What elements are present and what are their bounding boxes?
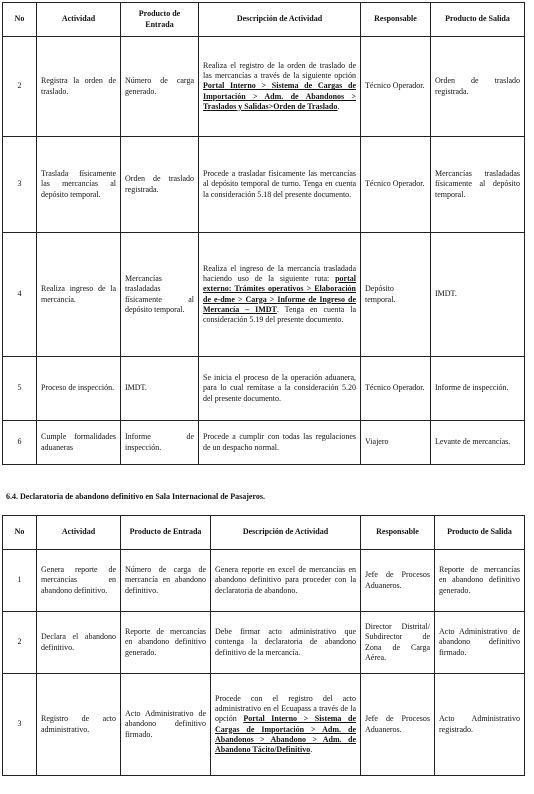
cell-descripcion (199, 233, 361, 357)
cell-actividad: Genera reporte de mercancías en abandono definitivo. (37, 550, 121, 612)
table-header-row (3, 3, 525, 37)
cell-salida: IMDT. (431, 233, 525, 357)
cell-entrada: IMDT. (121, 357, 199, 421)
desc-menu-path: Portal Interno > Sistema de Cargas de Importación > Adm. de Abandonos > Traslados y Salidas>Orden de Traslado (203, 81, 356, 111)
cell-no: 4 (3, 233, 37, 357)
cell-no: 3 (3, 137, 37, 233)
table-row (3, 674, 525, 776)
cell-no: 3 (3, 674, 37, 776)
header-actividad: Actividad (37, 516, 121, 550)
cell-entrada: Mercancías trasladadas físicamente al depósito temporal. (121, 233, 199, 357)
cell-responsable: Viajero (361, 421, 431, 465)
activities-table-2 (2, 515, 525, 776)
header-descripcion: Descripción de Actividad (199, 3, 361, 37)
header-producto-salida: Producto de Salida (435, 516, 525, 550)
cell-actividad: Cumple formalidades aduaneras (37, 421, 121, 465)
cell-entrada: Acto Administrativo de abandono definitivo firmado. (121, 674, 211, 776)
cell-entrada: Orden de traslado registrada. (121, 137, 199, 233)
cell-descripcion (211, 550, 361, 612)
desc-text: Realiza el ingreso de la mercancía trasladada haciendo uso de la siguiente ruta: (203, 263, 356, 284)
cell-responsable: Director Distrital/ Subdirector de Zona de Carga Aérea. (361, 612, 435, 674)
cell-salida: Orden de traslado registrada. (431, 37, 525, 137)
table-row (3, 137, 525, 233)
cell-descripcion (199, 37, 361, 137)
cell-no: 2 (3, 37, 37, 137)
desc-text-end: . (310, 744, 313, 754)
header-actividad: Actividad (37, 3, 121, 37)
table-row (3, 357, 525, 421)
header-responsable: Responsable (361, 516, 435, 550)
cell-salida: Reporte de mercancías en abandono definitivo generado. (435, 550, 525, 612)
desc-text-end: . Tenga en cuenta la consideración 5.19 del presente documento. (203, 304, 357, 324)
cell-salida: Informe de inspección. (431, 357, 525, 421)
header-producto-entrada: Producto de Entrada (121, 516, 211, 550)
table-header-row (3, 516, 525, 550)
cell-actividad: Registro de acto administrativo. (37, 674, 121, 776)
desc-text: Procede a trasladar físicamente las mercancías al depósito temporal de turno. Tenga en cuenta la consideración 5.18 del presente documento. (203, 169, 356, 199)
cell-no: 5 (3, 357, 37, 421)
desc-text-end: . (337, 101, 340, 111)
desc-text: Debe firmar acto administrativo que contenga la declaratoria de abandono definitivo de la mercancía. (215, 627, 356, 657)
cell-no: 6 (3, 421, 37, 465)
header-descripcion: Descripción de Actividad (211, 516, 361, 550)
section-heading: 6.4. Declaratoria de abandono definitivo en Sala Internacional de Pasajeros. (6, 492, 265, 501)
cell-actividad: Proceso de inspección. (37, 357, 121, 421)
cell-entrada: Reporte de mercancías en abandono definitivo generado. (121, 612, 211, 674)
cell-descripcion (199, 357, 361, 421)
table-row (3, 612, 525, 674)
desc-text: Procede con el registro del acto administrativo en el Ecuapass a través de la opción (215, 693, 356, 724)
cell-no: 2 (3, 612, 37, 674)
cell-responsable: Técnico Operador. (361, 357, 431, 421)
cell-salida: Levante de mercancías. (431, 421, 525, 465)
table-row (3, 233, 525, 357)
desc-menu-path: portal externo: Trámites operativos > Elaboración de e-dme > Carga > Informe de Ingreso de Mercancía – IMDT (203, 274, 356, 314)
cell-salida: Acto Administrativo registrado. (435, 674, 525, 776)
cell-responsable: Jefe de Procesos Aduaneros. (361, 674, 435, 776)
table-row (3, 37, 525, 137)
desc-menu-path: Portal Interno > Sistema de Cargas de Importación > Adm. de Abandonos > Abandono > Adm. de Abandono Tácito/Definitivo (215, 714, 356, 754)
cell-responsable: Depósito temporal. (361, 233, 431, 357)
cell-descripcion (211, 674, 361, 776)
cell-salida: Acto Administrativo de abandono definitivo firmado. (435, 612, 525, 674)
cell-actividad: Declara el abandono definitivo. (37, 612, 121, 674)
desc-text: Genera reporte en excel de mercancías en abandono definitivo para proceder con la declaratoria de abandono. (215, 565, 356, 595)
cell-descripcion (199, 421, 361, 465)
cell-responsable: Jefe de Procesos Aduaneros. (361, 550, 435, 612)
cell-actividad: Realiza ingreso de la mercancía. (37, 233, 121, 357)
cell-actividad: Registra la orden de traslado. (37, 37, 121, 137)
cell-entrada: Número de carga de mercancía en abandono definitivo. (121, 550, 211, 612)
header-producto-entrada: Producto de Entrada (121, 3, 199, 37)
header-no: No (3, 3, 37, 37)
cell-entrada: Informe de inspección. (121, 421, 199, 465)
cell-no: 1 (3, 550, 37, 612)
cell-descripcion (211, 612, 361, 674)
cell-actividad: Traslada físicamente las mercancías al depósito temporal. (37, 137, 121, 233)
desc-text: Se inicia el proceso de la operación aduanera, para lo cual remítase a la consideración 5.20 del presente documento. (203, 373, 356, 403)
cell-entrada: Número de carga generado. (121, 37, 199, 137)
table-row (3, 550, 525, 612)
header-producto-salida: Producto de Salida (431, 3, 525, 37)
header-no: No (3, 516, 37, 550)
activities-table-1 (2, 2, 525, 465)
cell-salida: Mercancías trasladadas físicamente al depósito temporal. (431, 137, 525, 233)
cell-responsable: Técnico Operador. (361, 37, 431, 137)
header-responsable: Responsable (361, 3, 431, 37)
table-row (3, 421, 525, 465)
cell-responsable: Técnico Operador. (361, 137, 431, 233)
desc-text: Realiza el registro de la orden de traslado de las mercancías a través de la siguiente opción (203, 60, 356, 81)
cell-descripcion (199, 137, 361, 233)
desc-text: Procede a cumplir con todas las regulaciones de un despacho normal. (203, 432, 356, 452)
